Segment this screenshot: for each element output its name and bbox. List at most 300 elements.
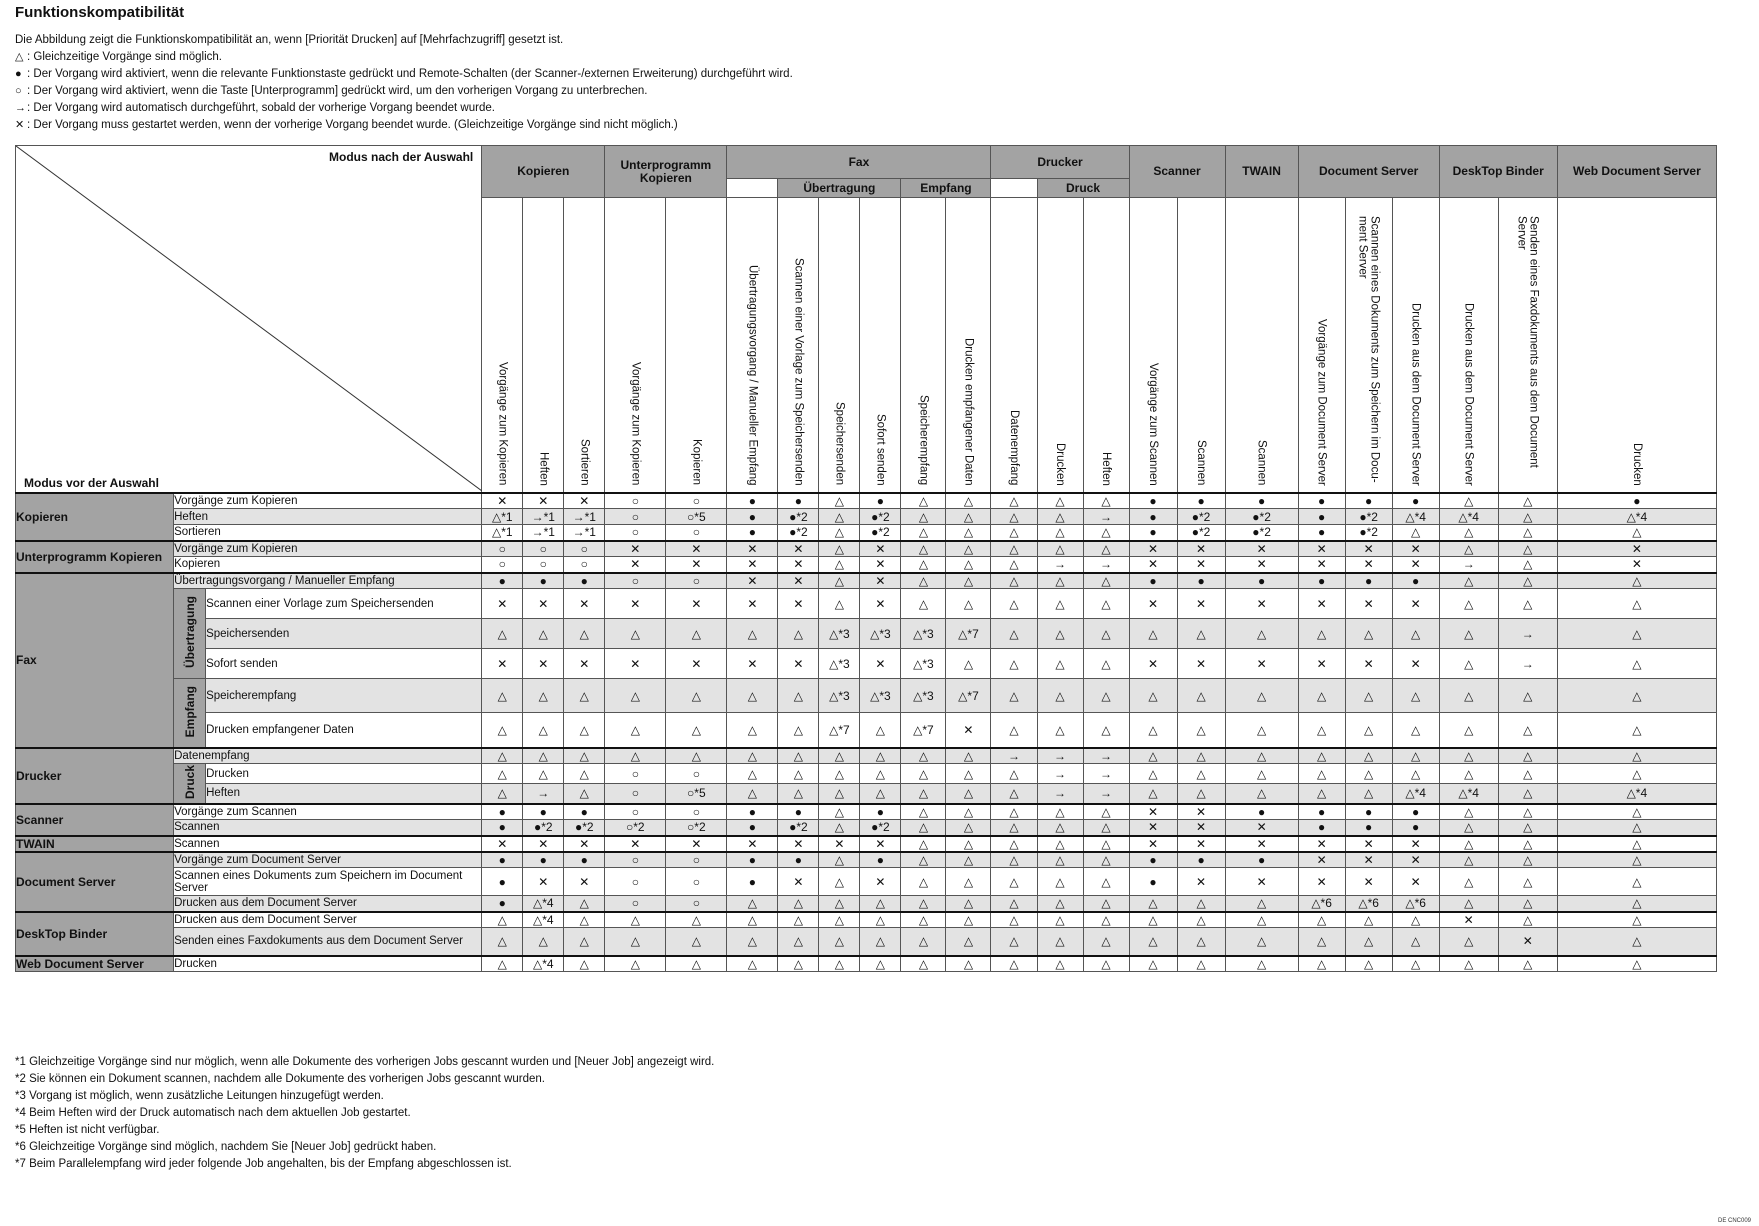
header-corner <box>16 146 482 493</box>
column-header-label: Kopieren <box>690 439 703 486</box>
compatibility-cell: ● <box>482 820 523 836</box>
compatibility-cell: ✕ <box>727 573 778 589</box>
row-label: Sofort senden <box>206 649 482 679</box>
compatibility-cell: ✕ <box>605 836 666 852</box>
compatibility-cell: △ <box>1083 679 1129 713</box>
compatibility-cell: ✕ <box>1298 541 1345 557</box>
compatibility-cell: ✕ <box>1392 541 1439 557</box>
compatibility-cell: △*4 <box>1557 784 1716 804</box>
compatibility-cell: ○*5 <box>666 509 727 525</box>
compatibility-cell: → <box>523 784 564 804</box>
compatibility-cell: → <box>1498 619 1557 649</box>
compatibility-cell: △ <box>1177 896 1225 912</box>
compatibility-cell: △ <box>1439 493 1498 509</box>
triangle-icon: △ <box>15 51 24 63</box>
compatibility-cell: ✕ <box>860 868 901 896</box>
compatibility-cell: △ <box>901 541 946 557</box>
compatibility-cell: ✕ <box>666 589 727 619</box>
row-label: Drucken <box>174 956 482 972</box>
column-header <box>1498 198 1557 493</box>
compatibility-cell: △ <box>1439 804 1498 820</box>
compatibility-cell: △ <box>946 493 991 509</box>
table-row <box>16 525 1717 541</box>
compatibility-cell: ○ <box>605 852 666 868</box>
compatibility-cell: △ <box>727 928 778 956</box>
compatibility-cell: △ <box>819 764 860 784</box>
compatibility-cell: △*4 <box>1392 509 1439 525</box>
compatibility-cell: △*1 <box>482 525 523 541</box>
compatibility-cell: △ <box>1498 896 1557 912</box>
compatibility-cell: △ <box>991 713 1037 748</box>
compatibility-cell: △ <box>778 748 819 764</box>
compatibility-cell: △ <box>605 912 666 928</box>
compatibility-cell: △ <box>1345 748 1392 764</box>
compatibility-cell: △ <box>1392 912 1439 928</box>
compatibility-cell: △ <box>1498 541 1557 557</box>
compatibility-cell: ● <box>778 804 819 820</box>
compatibility-cell: △*4 <box>523 896 564 912</box>
compatibility-cell: △ <box>1439 956 1498 972</box>
compatibility-cell: ○*2 <box>605 820 666 836</box>
compatibility-cell: △ <box>946 912 991 928</box>
compatibility-cell: →*1 <box>564 525 605 541</box>
compatibility-cell: △ <box>946 589 991 619</box>
compatibility-cell: △ <box>564 764 605 784</box>
row-group-label: Unterprogramm Kopieren <box>16 541 174 573</box>
compatibility-cell: △ <box>901 557 946 573</box>
compatibility-cell: △ <box>860 956 901 972</box>
col-group-desktop-binder: DeskTop Binder <box>1439 146 1557 198</box>
compatibility-cell: △ <box>1225 764 1298 784</box>
compatibility-cell: ✕ <box>605 557 666 573</box>
column-header-label: Drucken aus dem Document Server <box>1462 302 1475 486</box>
compatibility-cell: △ <box>523 713 564 748</box>
row-label: Drucken aus dem Document Server <box>174 912 482 928</box>
corner-diagonal <box>16 146 482 491</box>
compatibility-cell: △ <box>778 713 819 748</box>
compatibility-cell: △*4 <box>523 956 564 972</box>
compatibility-cell: ● <box>523 573 564 589</box>
row-label: Drucken <box>206 764 482 784</box>
compatibility-cell: ✕ <box>564 493 605 509</box>
compatibility-cell: △ <box>1498 589 1557 619</box>
column-header <box>1439 198 1498 493</box>
compatibility-cell: ✕ <box>778 573 819 589</box>
footnote: *5 Heften ist nicht verfügbar. <box>15 1124 160 1136</box>
compatibility-cell: ○ <box>605 573 666 589</box>
compatibility-cell: ✕ <box>860 589 901 619</box>
column-header <box>991 198 1037 493</box>
compatibility-cell: △ <box>1392 764 1439 784</box>
column-header-label: Speichersenden <box>833 402 846 486</box>
compatibility-cell: △ <box>1129 896 1177 912</box>
column-header-label: Drucken empfangener Daten <box>962 337 975 486</box>
compatibility-cell: ●*2 <box>564 820 605 836</box>
compatibility-cell: ○ <box>605 764 666 784</box>
compatibility-cell: ● <box>1298 525 1345 541</box>
compatibility-cell: △ <box>727 748 778 764</box>
compatibility-cell: △ <box>727 896 778 912</box>
compatibility-cell: △ <box>778 928 819 956</box>
compatibility-cell: △ <box>946 764 991 784</box>
compatibility-cell: △ <box>1037 896 1083 912</box>
table-row <box>16 619 1717 649</box>
compatibility-cell: ○*2 <box>666 820 727 836</box>
compatibility-cell: ✕ <box>778 589 819 619</box>
compatibility-cell: △ <box>1345 784 1392 804</box>
compatibility-cell: ✕ <box>1129 649 1177 679</box>
table-row <box>16 541 1717 557</box>
compatibility-cell: △ <box>901 748 946 764</box>
compatibility-cell: → <box>1083 509 1129 525</box>
compatibility-cell: ✕ <box>666 557 727 573</box>
table-row <box>16 820 1717 836</box>
col-subgroup-uebertragung: Übertragung <box>778 179 901 198</box>
compatibility-cell: ✕ <box>482 493 523 509</box>
column-header <box>778 198 819 493</box>
table-row <box>16 493 1717 509</box>
column-header <box>1177 198 1225 493</box>
compatibility-cell: ✕ <box>1345 589 1392 619</box>
compatibility-cell: △ <box>605 619 666 649</box>
compatibility-cell: ✕ <box>666 649 727 679</box>
compatibility-cell: △ <box>946 557 991 573</box>
compatibility-cell: ○ <box>666 896 727 912</box>
compatibility-cell: △ <box>819 804 860 820</box>
compatibility-cell: ● <box>1225 573 1298 589</box>
compatibility-cell: △ <box>564 896 605 912</box>
compatibility-cell: ✕ <box>605 541 666 557</box>
compatibility-cell: ● <box>778 493 819 509</box>
compatibility-cell: ✕ <box>482 589 523 619</box>
compatibility-cell: ✕ <box>860 573 901 589</box>
compatibility-cell: △ <box>564 912 605 928</box>
column-header <box>1225 198 1298 493</box>
compatibility-cell: ✕ <box>1392 649 1439 679</box>
compatibility-cell: △ <box>901 493 946 509</box>
compatibility-cell: ● <box>1129 868 1177 896</box>
compatibility-cell: ✕ <box>1345 649 1392 679</box>
compatibility-cell: ●*2 <box>1225 509 1298 525</box>
row-label: Vorgänge zum Kopieren <box>174 493 482 509</box>
compatibility-cell: ✕ <box>523 836 564 852</box>
compatibility-cell: ●*2 <box>778 820 819 836</box>
compatibility-cell: ✕ <box>819 836 860 852</box>
compatibility-cell: △ <box>901 912 946 928</box>
compatibility-cell: △ <box>778 896 819 912</box>
compatibility-cell: △ <box>1498 836 1557 852</box>
compatibility-cell: △*6 <box>1392 896 1439 912</box>
compatibility-cell: ✕ <box>1392 852 1439 868</box>
compatibility-cell: △*7 <box>946 619 991 649</box>
compatibility-cell: △ <box>1345 619 1392 649</box>
column-header-label: Übertragungsvorgang / Manueller Empfang <box>746 264 759 486</box>
compatibility-cell: △ <box>727 784 778 804</box>
compatibility-cell: △ <box>1557 956 1716 972</box>
compatibility-cell: △ <box>1557 619 1716 649</box>
compatibility-cell: △ <box>1498 820 1557 836</box>
compatibility-cell: △ <box>991 649 1037 679</box>
compatibility-cell: △ <box>1498 764 1557 784</box>
compatibility-cell: △ <box>991 619 1037 649</box>
legend-item <box>15 49 793 66</box>
compatibility-cell: △ <box>1298 912 1345 928</box>
compatibility-cell: ✕ <box>1392 836 1439 852</box>
compatibility-cell: △ <box>860 764 901 784</box>
compatibility-cell: △ <box>1177 713 1225 748</box>
compatibility-cell: △ <box>901 820 946 836</box>
compatibility-cell: ● <box>1129 852 1177 868</box>
compatibility-cell: △ <box>1083 912 1129 928</box>
compatibility-cell: △ <box>1439 541 1498 557</box>
compatibility-cell: △ <box>1498 748 1557 764</box>
compatibility-cell: ✕ <box>778 868 819 896</box>
compatibility-cell: ✕ <box>1129 804 1177 820</box>
compatibility-cell: △ <box>819 896 860 912</box>
compatibility-cell: △ <box>482 956 523 972</box>
compatibility-cell: ○ <box>523 557 564 573</box>
row-label: Drucken empfangener Daten <box>206 713 482 748</box>
compatibility-cell: △ <box>727 679 778 713</box>
row-label: Speichersenden <box>206 619 482 649</box>
compatibility-cell: ● <box>1345 820 1392 836</box>
compatibility-cell: △ <box>1298 679 1345 713</box>
column-header <box>1037 198 1083 493</box>
compatibility-cell: ●*2 <box>778 509 819 525</box>
compatibility-cell: △ <box>901 764 946 784</box>
compatibility-cell: ✕ <box>860 836 901 852</box>
cross-icon: ✕ <box>15 119 25 131</box>
compatibility-cell: △ <box>901 573 946 589</box>
compatibility-cell: △ <box>901 928 946 956</box>
page-title: Funktionskompatibilität <box>15 4 185 21</box>
compatibility-cell: △*4 <box>1439 509 1498 525</box>
compatibility-cell: △ <box>1439 573 1498 589</box>
footnote: *3 Vorgang ist möglich, wenn zusätzliche Leitungen hinzugefügt werden. <box>15 1090 384 1102</box>
col-group-twain: TWAIN <box>1225 146 1298 198</box>
compatibility-cell: △ <box>1037 525 1083 541</box>
compatibility-cell: △ <box>946 804 991 820</box>
compatibility-cell: ○ <box>482 557 523 573</box>
compatibility-cell: ✕ <box>1298 649 1345 679</box>
compatibility-cell: △ <box>1129 784 1177 804</box>
compatibility-cell: △ <box>991 493 1037 509</box>
compatibility-cell: △ <box>523 679 564 713</box>
compatibility-cell: △*3 <box>901 679 946 713</box>
compatibility-cell: △ <box>1498 868 1557 896</box>
compatibility-cell: △ <box>991 573 1037 589</box>
compatibility-cell: △ <box>1083 649 1129 679</box>
column-header <box>1083 198 1129 493</box>
compatibility-cell: △ <box>991 509 1037 525</box>
compatibility-cell: △ <box>605 713 666 748</box>
legend-item <box>15 117 793 134</box>
compatibility-cell: △ <box>1129 619 1177 649</box>
compatibility-cell: →*1 <box>523 525 564 541</box>
col-group-web-document-server: Web Document Server <box>1557 146 1716 198</box>
compatibility-cell: △ <box>564 784 605 804</box>
footnote: *1 Gleichzeitige Vorgänge sind nur möglich, wenn alle Dokumente des vorherigen Jobs gescannt wurden und [Neuer Job] angezeigt wird. <box>15 1056 715 1068</box>
row-subgroup-text: Druck <box>182 764 197 799</box>
compatibility-cell: △ <box>523 764 564 784</box>
compatibility-cell: △ <box>1083 820 1129 836</box>
column-header-label: Drucken <box>1054 442 1066 486</box>
document-code: DE CNC009 <box>1717 1218 1751 1224</box>
compatibility-cell: △ <box>1037 836 1083 852</box>
column-header-label: Vorgänge zum Kopieren <box>496 362 509 486</box>
compatibility-cell: △ <box>946 509 991 525</box>
compatibility-cell: △ <box>901 852 946 868</box>
intro-text: Die Abbildung zeigt die Funktionskompatibilität an, wenn [Priorität Drucken] auf [Mehrfachzugriff] gesetzt ist. <box>15 34 564 46</box>
compatibility-cell: ○ <box>666 573 727 589</box>
compatibility-cell: ✕ <box>778 541 819 557</box>
compatibility-cell: △ <box>1557 896 1716 912</box>
compatibility-cell: △ <box>1037 713 1083 748</box>
compatibility-cell: ✕ <box>727 836 778 852</box>
compatibility-cell: △ <box>1037 928 1083 956</box>
compatibility-cell: △ <box>1298 713 1345 748</box>
compatibility-cell: ● <box>1345 573 1392 589</box>
row-label: Heften <box>206 784 482 804</box>
compatibility-cell: △ <box>1225 928 1298 956</box>
column-header-label: Scannen eines Dokuments zum Speichern im Docu-ment Server <box>1356 215 1381 483</box>
compatibility-cell: ✕ <box>1298 557 1345 573</box>
compatibility-cell: ● <box>1392 493 1439 509</box>
compatibility-cell: △*7 <box>819 713 860 748</box>
compatibility-cell: ○ <box>564 541 605 557</box>
col-subgroup-gap <box>727 179 778 198</box>
compatibility-cell: →*1 <box>564 509 605 525</box>
compatibility-cell: △ <box>1225 713 1298 748</box>
compatibility-cell: △ <box>1129 928 1177 956</box>
compatibility-cell: △ <box>1037 956 1083 972</box>
compatibility-cell: △ <box>1037 541 1083 557</box>
legend-item <box>15 100 793 117</box>
compatibility-cell: ● <box>727 868 778 896</box>
compatibility-cell: ●*2 <box>778 525 819 541</box>
compatibility-cell: ● <box>482 573 523 589</box>
compatibility-cell: △ <box>1557 868 1716 896</box>
compatibility-cell: △ <box>1439 589 1498 619</box>
compatibility-cell: ✕ <box>564 868 605 896</box>
compatibility-cell: ✕ <box>1225 557 1298 573</box>
compatibility-cell: △ <box>1439 713 1498 748</box>
corner-top-label: Modus nach der Auswahl <box>329 150 474 164</box>
column-header <box>1557 198 1716 493</box>
compatibility-cell: △ <box>1083 852 1129 868</box>
compatibility-cell: △ <box>819 956 860 972</box>
compatibility-cell: △ <box>1083 525 1129 541</box>
legend-text: : Gleichzeitige Vorgänge sind möglich. <box>27 51 222 63</box>
filled-circle-icon: ● <box>15 68 22 80</box>
compatibility-cell: → <box>1037 784 1083 804</box>
compatibility-cell: ✕ <box>1345 868 1392 896</box>
column-header-label: Datenempfang <box>1007 410 1020 486</box>
compatibility-cell: ● <box>1177 573 1225 589</box>
compatibility-cell: △ <box>1557 679 1716 713</box>
table-row <box>16 836 1717 852</box>
compatibility-cell: △ <box>860 748 901 764</box>
compatibility-cell: ✕ <box>1129 836 1177 852</box>
column-header <box>666 198 727 493</box>
compatibility-cell: △ <box>1392 928 1439 956</box>
compatibility-cell: △ <box>946 896 991 912</box>
col-group-scanner: Scanner <box>1129 146 1225 198</box>
compatibility-cell: △ <box>605 679 666 713</box>
col-group-document-server: Document Server <box>1298 146 1439 198</box>
table-row <box>16 589 1717 619</box>
compatibility-cell: △ <box>901 509 946 525</box>
compatibility-cell: ●*2 <box>860 509 901 525</box>
compatibility-cell: △ <box>946 748 991 764</box>
compatibility-cell: △ <box>1498 525 1557 541</box>
compatibility-cell: △ <box>1557 748 1716 764</box>
open-circle-icon: ○ <box>15 85 22 97</box>
compatibility-cell: △ <box>1177 956 1225 972</box>
compatibility-cell: △ <box>1129 764 1177 784</box>
compatibility-cell: → <box>1498 649 1557 679</box>
compatibility-cell: △ <box>482 784 523 804</box>
compatibility-cell: ✕ <box>1177 804 1225 820</box>
compatibility-cell: ● <box>860 493 901 509</box>
row-subgroup-text: Übertragung <box>182 596 197 668</box>
compatibility-cell: △ <box>1345 912 1392 928</box>
compatibility-cell: △ <box>1037 493 1083 509</box>
compatibility-cell: △ <box>860 784 901 804</box>
compatibility-cell: △ <box>1498 573 1557 589</box>
compatibility-cell: △ <box>946 784 991 804</box>
compatibility-cell: ● <box>727 493 778 509</box>
compatibility-cell: △ <box>819 573 860 589</box>
compatibility-cell: ✕ <box>727 589 778 619</box>
compatibility-cell: △ <box>778 764 819 784</box>
compatibility-cell: △ <box>1298 619 1345 649</box>
compatibility-cell: ● <box>482 852 523 868</box>
compatibility-cell: ● <box>1129 509 1177 525</box>
compatibility-cell: △ <box>605 928 666 956</box>
compatibility-cell: → <box>1439 557 1498 573</box>
compatibility-cell: ✕ <box>1345 557 1392 573</box>
compatibility-cell: ✕ <box>1298 868 1345 896</box>
compatibility-cell: △ <box>1083 896 1129 912</box>
table-row <box>16 784 1717 804</box>
compatibility-cell: △ <box>727 956 778 972</box>
column-header <box>860 198 901 493</box>
compatibility-cell: ✕ <box>727 557 778 573</box>
compatibility-cell: △ <box>1439 748 1498 764</box>
row-label: Speicherempfang <box>206 679 482 713</box>
compatibility-cell: △ <box>1557 820 1716 836</box>
compatibility-cell: ✕ <box>1177 868 1225 896</box>
corner-bottom-label: Modus vor der Auswahl <box>24 475 159 490</box>
column-header-label: Scannen <box>1195 440 1208 486</box>
compatibility-cell: ✕ <box>1498 928 1557 956</box>
compatibility-cell: △ <box>1129 912 1177 928</box>
compatibility-cell: △ <box>946 573 991 589</box>
compatibility-cell: ✕ <box>727 649 778 679</box>
compatibility-cell: △ <box>1557 713 1716 748</box>
footnote: *7 Beim Parallelempfang wird jeder folgende Job angehalten, bis der Empfang abgeschlossen ist. <box>15 1158 512 1170</box>
column-header-label: Heften <box>1100 451 1113 486</box>
compatibility-cell: △*7 <box>946 679 991 713</box>
compatibility-cell: △ <box>564 928 605 956</box>
row-label: Kopieren <box>174 557 482 573</box>
table-row <box>16 912 1717 928</box>
compatibility-cell: ● <box>1392 804 1439 820</box>
compatibility-cell: △ <box>901 836 946 852</box>
compatibility-cell: △ <box>1498 679 1557 713</box>
compatibility-cell: ✕ <box>1129 820 1177 836</box>
